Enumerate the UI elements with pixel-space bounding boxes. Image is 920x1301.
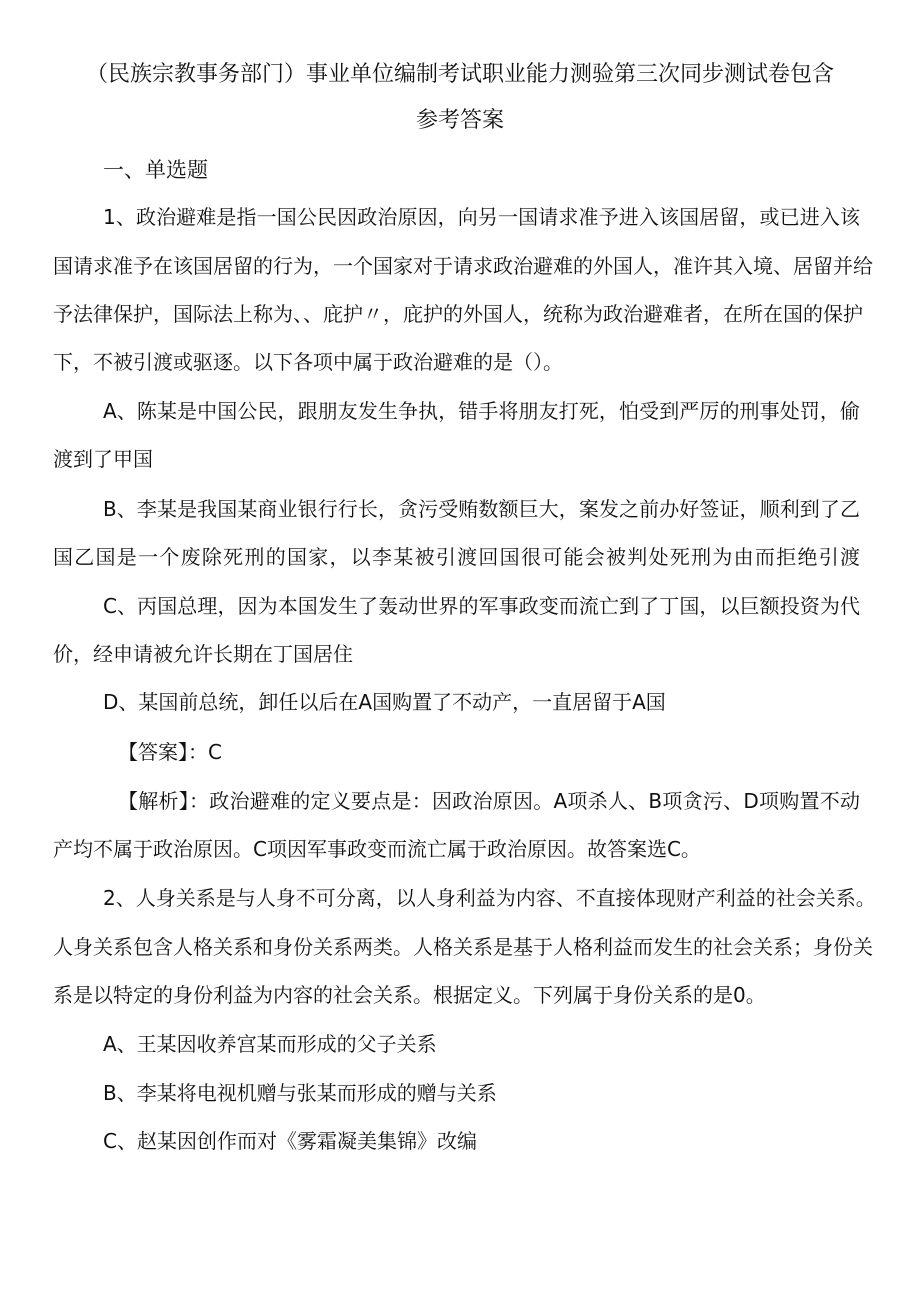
question-1-option-c: C、丙国总理，因为本国发生了轰动世界的军事政变而流亡到了丁国，以巨额投资为代 bbox=[103, 594, 860, 618]
question-2-stem-line: 2、人身关系是与人身不可分离，以人身利益为内容、不直接体现财产利益的社会关系。 bbox=[103, 886, 876, 910]
question-1-stem-line: 国请求准予在该国居留的行为，一个国家对于请求政治避难的外国人，准许其入境、居留并给 bbox=[53, 254, 873, 278]
question-1-option-b: B、李某是我国某商业银行行长，贪污受贿数额巨大，案发之前办好签证，顺利到了乙 bbox=[103, 497, 860, 521]
question-1-stem-line: 1、政治避难是指一国公民因政治原因，向另一国请求准予进入该国居留，或已进入该 bbox=[103, 205, 860, 229]
document-title-line-1: （民族宗教事务部门）事业单位编制考试职业能力测验第三次同步测试卷包含 bbox=[85, 62, 834, 87]
question-2-stem-line: 人身关系包含人格关系和身份关系两类。人格关系是基于人格利益而发生的社会关系；身份关 bbox=[53, 935, 873, 959]
question-1-option-b: 国乙国是一个废除死刑的国家，以李某被引渡回国很可能会被判处死刑为由而拒绝引渡 bbox=[53, 545, 860, 569]
question-1-option-c: 价，经申请被允许长期在丁国居住 bbox=[53, 642, 353, 666]
question-1-answer: 【答案】：C bbox=[118, 740, 222, 764]
question-1-option-d: D、某国前总统，卸任以后在A国购置了不动产，一直居留于A国 bbox=[103, 690, 666, 714]
question-2-option-c: C、赵某因创作而对《雾霜凝美集锦》改编 bbox=[103, 1129, 477, 1153]
question-1-option-a: A、陈某是中国公民，跟朋友发生争执，错手将朋友打死，怕受到严厉的刑事处罚，偷 bbox=[103, 399, 860, 423]
question-1-stem-line: 予法律保护，国际法上称为、、庇护〃，庇护的外国人，统称为政治避难者，在所在国的保护 bbox=[53, 302, 863, 326]
question-2-option-b: B、李某将电视机赠与张某而形成的赠与关系 bbox=[103, 1081, 497, 1105]
question-2-option-a: A、王某因收养宫某而形成的父子关系 bbox=[103, 1032, 437, 1056]
question-2-stem-line: 系是以特定的身份利益为内容的社会关系。根据定义。下列属于身份关系的是0。 bbox=[53, 983, 766, 1007]
question-1-analysis: 【解析】：政治避难的定义要点是：因政治原因。A项杀人、B项贪污、D项购置不动 bbox=[118, 789, 860, 813]
question-1-stem-line: 下，不被引渡或驱逐。以下各项中属于政治避难的是（）。 bbox=[53, 350, 563, 374]
question-1-analysis: 产均不属于政治原因。C项因军事政变而流亡属于政治原因。故答案选C。 bbox=[53, 837, 701, 861]
question-1-option-a: 渡到了甲国 bbox=[53, 447, 153, 471]
document-title-line-2: 参考答案 bbox=[415, 108, 504, 133]
section-heading: 一、单选题 bbox=[103, 158, 208, 182]
